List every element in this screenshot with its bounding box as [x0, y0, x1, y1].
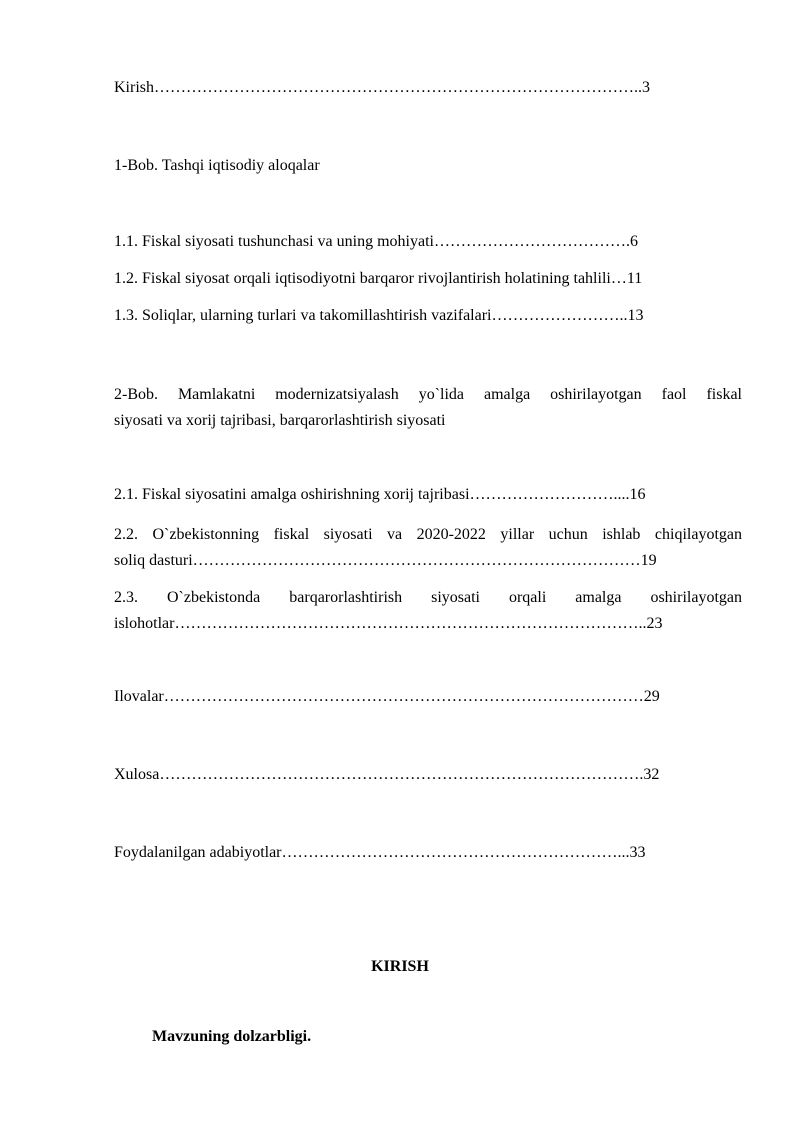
toc-entry-2-2-line-2: soliq dasturi…………………………………………………………………………19	[114, 552, 657, 569]
toc-chapter-1-title: 1-Bob. Tashqi iqtisodiy aloqalar	[114, 157, 320, 174]
section-subheading: Mavzuning dolzarbligi.	[152, 1028, 312, 1045]
toc-entry-adabiyotlar: Foydalanilgan adabiyotlar………………………………………………………...33	[114, 844, 646, 861]
section-heading: KIRISH	[371, 958, 429, 975]
toc-entry-2-1: 2.1. Fiskal siyosatini amalga oshirishning xorij tajribasi………………………....16	[114, 486, 646, 503]
toc-chapter-2-title-line-1: 2-Bob. Mamlakatni modernizatsiyalash yo`lida amalga oshirilayotgan faol fiskal	[114, 386, 742, 403]
toc-entry-ilovalar: Ilovalar………………………………………………………………………………29	[114, 688, 660, 705]
toc-entry-2-2	[114, 522, 742, 574]
toc-entry-xulosa: Xulosa……………………………………………………………………………….32	[114, 766, 660, 783]
toc-entry-2-3-line-1: 2.3. O`zbekistonda barqarorlashtirish siyosati orqali amalga oshirilayotgan	[114, 589, 742, 606]
toc-entry-kirish: Kirish………………………………………………………………………………..3	[114, 79, 650, 96]
toc-chapter-2-title	[114, 382, 742, 434]
toc-chapter-2-title-line-2: siyosati va xorij tajribasi, barqarorlashtirish siyosati	[114, 412, 446, 429]
toc-entry-2-3	[114, 585, 742, 637]
toc-entry-1-2: 1.2. Fiskal siyosat orqali iqtisodiyotni barqaror rivojlantirish holatining tahlili…11	[114, 270, 643, 287]
toc-entry-2-3-line-2: islohotlar……………………………………………………………………………..23	[114, 615, 663, 632]
toc-entry-1-3: 1.3. Soliqlar, ularning turlari va takomillashtirish vazifalari……………………..13	[114, 307, 644, 324]
toc-entry-1-1: 1.1. Fiskal siyosati tushunchasi va uning mohiyati……………………………….6	[114, 233, 638, 250]
toc-entry-2-2-line-1: 2.2. O`zbekistonning fiskal siyosati va 2020-2022 yillar uchun ishlab chiqilayotgan	[114, 526, 742, 543]
